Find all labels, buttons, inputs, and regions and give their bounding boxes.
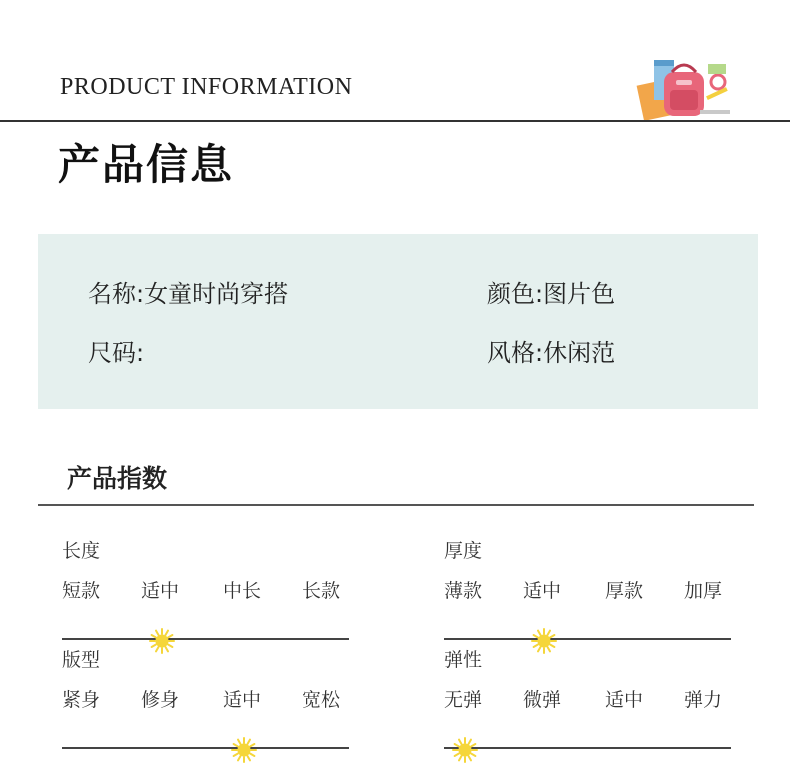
info-size — [88, 333, 144, 368]
metric-option: 中长 — [223, 580, 262, 602]
header-divider — [0, 120, 790, 122]
metric-option: 适中 — [141, 580, 180, 602]
metric-scale — [444, 576, 744, 606]
product-index-divider — [38, 504, 754, 506]
metric-option: 宽松 — [302, 689, 341, 711]
metric-scale-line — [444, 747, 731, 749]
info-style-label: 风格: — [487, 339, 544, 367]
page-title-zh: 产品信息 — [58, 140, 235, 189]
metric-scale-line — [444, 638, 731, 640]
info-size-label: 尺码: — [88, 339, 145, 367]
metric-scale — [62, 685, 362, 715]
metric-label: 弹性 — [444, 649, 483, 671]
metric-option: 厚款 — [605, 580, 644, 602]
metric-thickness — [444, 536, 744, 616]
school-supplies-backpack-icon — [636, 52, 736, 122]
metric-option: 适中 — [223, 689, 262, 711]
info-style — [487, 333, 615, 368]
product-index-title: 产品指数 — [67, 464, 168, 493]
metric-option: 紧身 — [62, 689, 101, 711]
info-color — [487, 274, 615, 309]
info-name — [88, 274, 288, 309]
metric-option: 加厚 — [684, 580, 723, 602]
metric-label: 长度 — [62, 540, 101, 562]
info-color-value: 图片色 — [543, 280, 616, 308]
info-name-label: 名称: — [88, 280, 145, 308]
page-title-en: PRODUCT INFORMATION — [60, 74, 353, 100]
metric-option: 薄款 — [444, 580, 483, 602]
metric-label: 厚度 — [444, 540, 483, 562]
metric-scale-line — [62, 747, 349, 749]
metric-option: 修身 — [141, 689, 180, 711]
info-name-value: 女童时尚穿搭 — [144, 280, 289, 308]
metric-option: 适中 — [523, 580, 562, 602]
product-info-panel — [38, 234, 758, 409]
metric-fit — [62, 645, 362, 725]
metric-option: 短款 — [62, 580, 101, 602]
metric-option: 适中 — [605, 689, 644, 711]
sun-marker-icon — [452, 737, 478, 763]
info-style-value: 休闲范 — [543, 339, 616, 367]
metric-length — [62, 536, 362, 616]
metric-scale — [444, 685, 744, 715]
metric-option: 弹力 — [684, 689, 723, 711]
metric-option: 无弹 — [444, 689, 483, 711]
sun-marker-icon — [231, 737, 257, 763]
metric-option: 长款 — [302, 580, 341, 602]
metric-scale-line — [62, 638, 349, 640]
metric-label: 版型 — [62, 649, 101, 671]
metric-elasticity — [444, 645, 744, 725]
metric-option: 微弹 — [523, 689, 562, 711]
metric-scale — [62, 576, 362, 606]
info-color-label: 颜色: — [487, 280, 544, 308]
